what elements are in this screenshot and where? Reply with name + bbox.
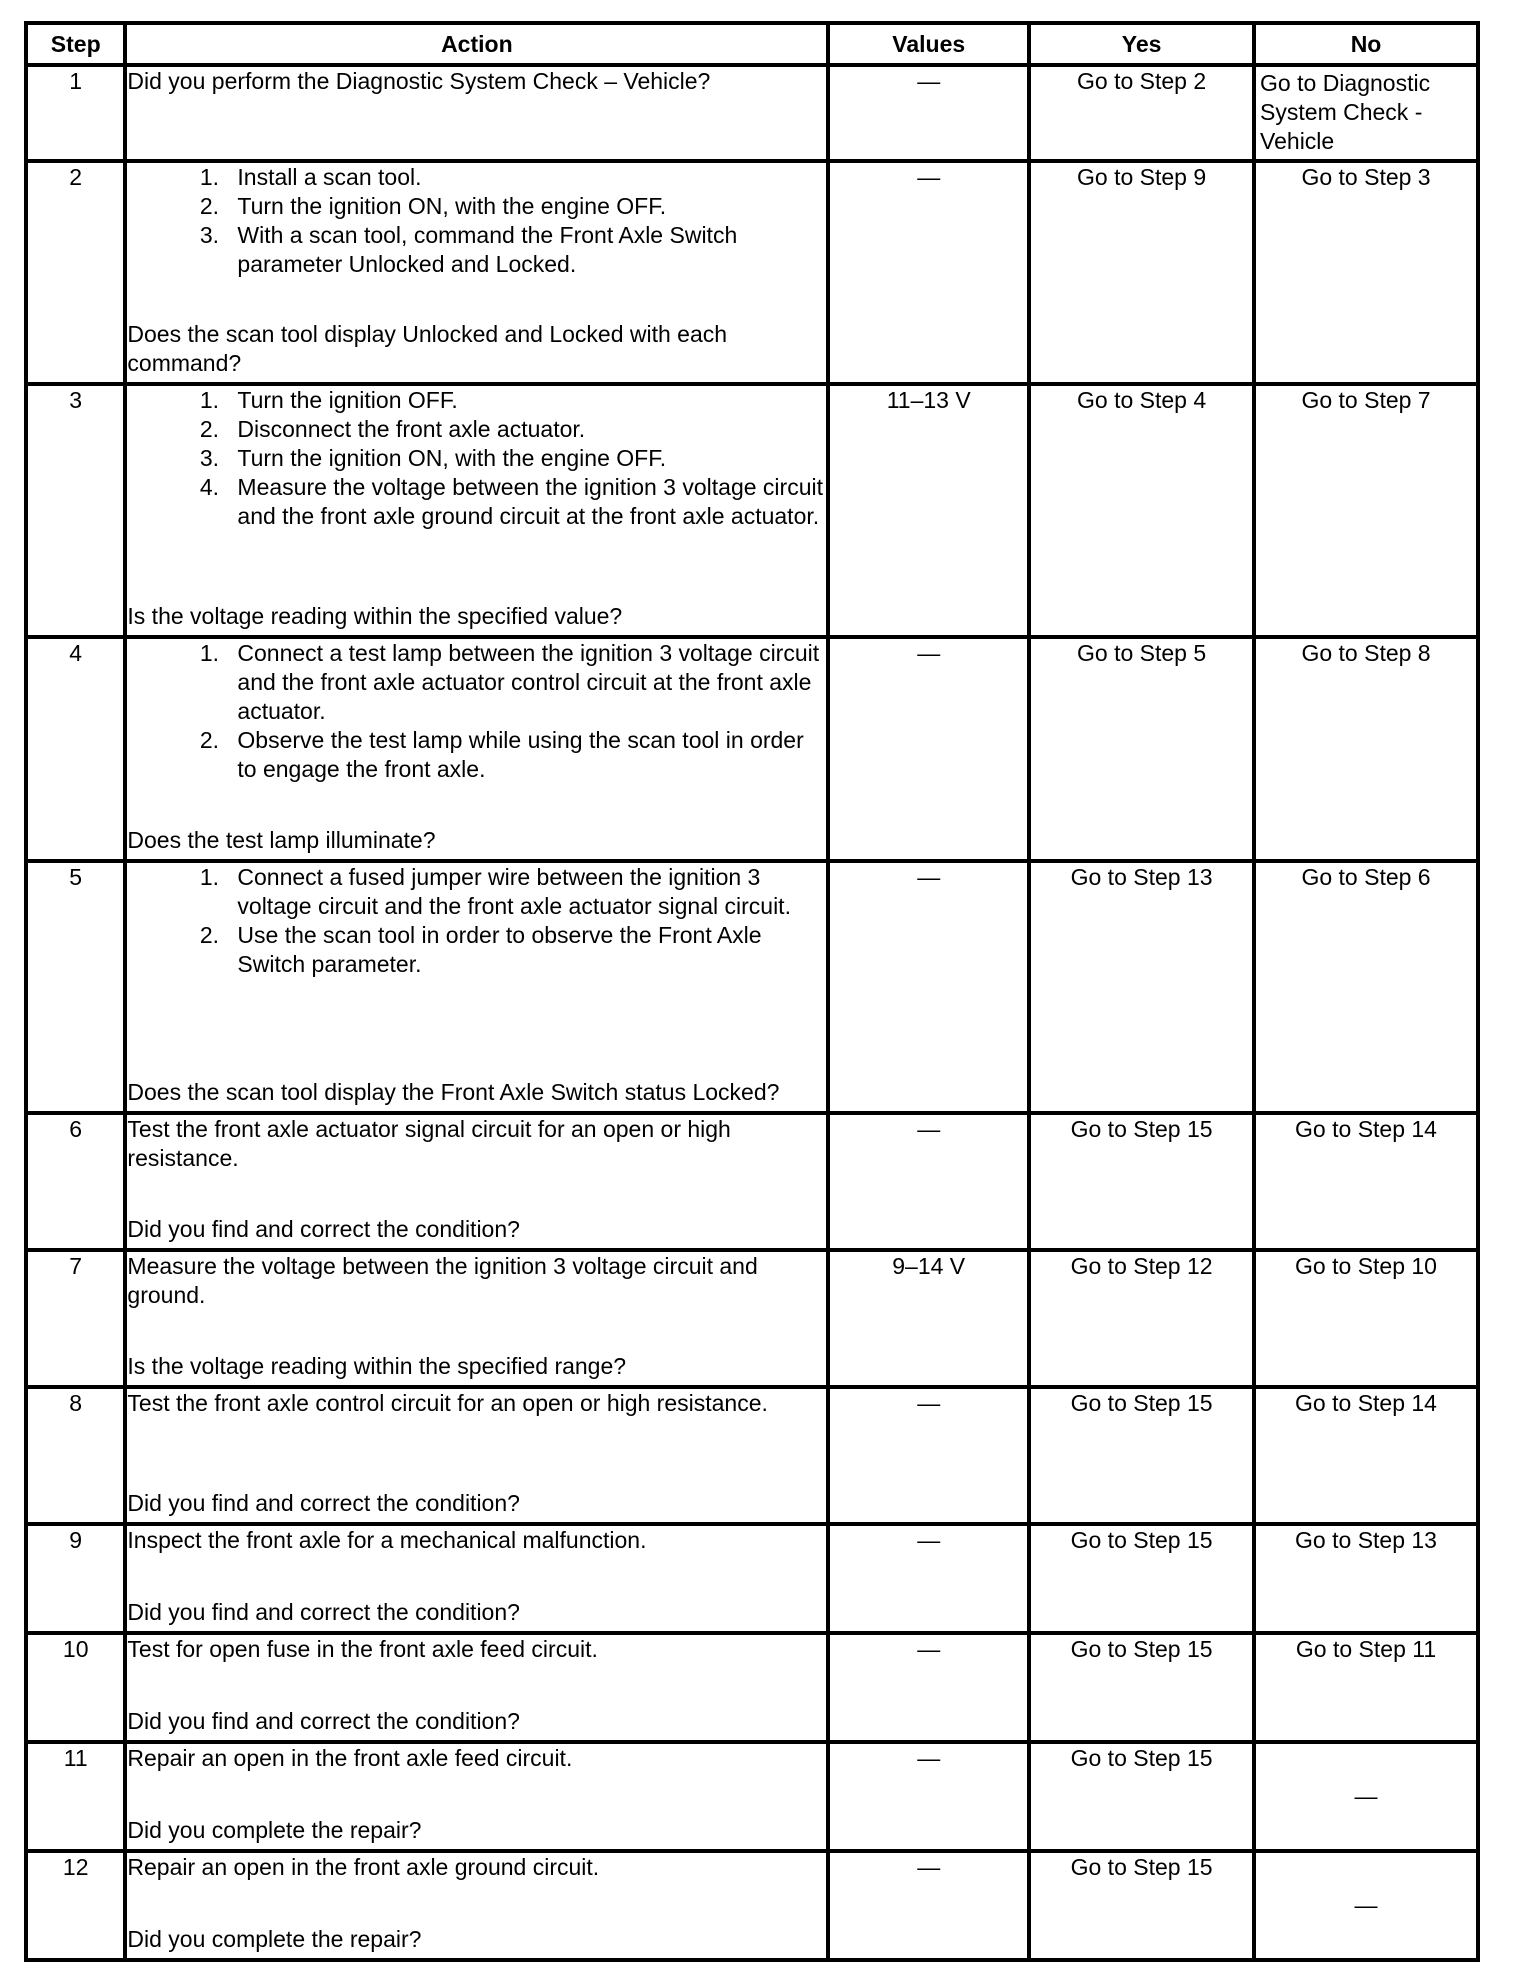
table-row (26, 65, 1478, 161)
action-question: Did you complete the repair? (127, 1926, 422, 1952)
step-number: 7 (26, 1250, 125, 1387)
step-number: 6 (26, 1113, 125, 1250)
yes-cell: Go to Step 5 (1029, 637, 1254, 861)
action-step-item: 3. With a scan tool, command the Front Axle Switch parameter Unlocked and Locked. (225, 221, 826, 279)
action-cell (125, 637, 828, 861)
action-question: Did you find and correct the condition? (127, 1708, 520, 1734)
yes-cell: Go to Step 13 (1029, 861, 1254, 1113)
yes-cell: Go to Step 4 (1029, 384, 1254, 637)
no-cell: — (1254, 1851, 1478, 1960)
action-question: Did you complete the repair? (127, 1817, 422, 1843)
table-row (26, 1524, 1478, 1633)
yes-cell: Go to Step 12 (1029, 1250, 1254, 1387)
action-question: Did you find and correct the condition? (127, 1490, 520, 1516)
values-cell: — (828, 161, 1029, 384)
action-step-item: 2. Observe the test lamp while using the scan tool in order to engage the front axle. (225, 726, 826, 784)
table-row (26, 861, 1478, 1113)
action-instruction: Did you perform the Diagnostic System Check – Vehicle? (127, 68, 711, 94)
yes-cell: Go to Step 15 (1029, 1851, 1254, 1960)
action-cell (125, 1742, 828, 1851)
action-step-item: 2. Use the scan tool in order to observe the Front Axle Switch parameter. (225, 921, 826, 979)
header-values: Values (828, 23, 1029, 65)
values-cell: 11–13 V (828, 384, 1029, 637)
header-row (26, 23, 1478, 65)
table-row (26, 1742, 1478, 1851)
action-cell (125, 1524, 828, 1633)
table-row (26, 1250, 1478, 1387)
action-step-item: 4. Measure the voltage between the ignition 3 voltage circuit and the front axle ground circuit at the front axle actuator. (225, 473, 826, 531)
header-action: Action (125, 23, 828, 65)
no-cell: Go to Diagnostic System Check - Vehicle (1254, 65, 1478, 161)
values-cell: — (828, 1524, 1029, 1633)
action-instruction: Test the front axle actuator signal circuit for an open or high resistance. (127, 1116, 731, 1171)
yes-cell: Go to Step 15 (1029, 1742, 1254, 1851)
step-number: 3 (26, 384, 125, 637)
action-cell (125, 1113, 828, 1250)
no-cell: Go to Step 11 (1254, 1633, 1478, 1742)
action-instruction: Test for open fuse in the front axle feed circuit. (127, 1636, 598, 1662)
action-instruction: Repair an open in the front axle feed circuit. (127, 1745, 573, 1771)
values-cell: — (828, 861, 1029, 1113)
no-cell: Go to Step 10 (1254, 1250, 1478, 1387)
no-cell: Go to Step 7 (1254, 384, 1478, 637)
action-cell (125, 1250, 828, 1387)
action-question: Did you find and correct the condition? (127, 1216, 520, 1242)
step-number: 4 (26, 637, 125, 861)
step-number: 12 (26, 1851, 125, 1960)
action-step-item: 1. Connect a test lamp between the ignition 3 voltage circuit and the front axle actuator control circuit at the front axle actuator. (225, 639, 826, 726)
no-cell: Go to Step 14 (1254, 1387, 1478, 1524)
values-cell: — (828, 65, 1029, 161)
action-steps-list (127, 386, 826, 531)
table-row (26, 637, 1478, 861)
action-step-item: 3. Turn the ignition ON, with the engine OFF. (225, 444, 826, 473)
yes-cell: Go to Step 15 (1029, 1113, 1254, 1250)
values-cell: — (828, 1113, 1029, 1250)
no-cell: Go to Step 6 (1254, 861, 1478, 1113)
yes-cell: Go to Step 2 (1029, 65, 1254, 161)
yes-cell: Go to Step 15 (1029, 1524, 1254, 1633)
yes-cell: Go to Step 9 (1029, 161, 1254, 384)
action-instruction: Repair an open in the front axle ground circuit. (127, 1854, 600, 1880)
values-cell: — (828, 1851, 1029, 1960)
step-number: 10 (26, 1633, 125, 1742)
table-row (26, 161, 1478, 384)
action-cell (125, 384, 828, 637)
values-cell: — (828, 637, 1029, 861)
action-instruction: Test the front axle control circuit for an open or high resistance. (127, 1390, 768, 1416)
no-cell: Go to Step 14 (1254, 1113, 1478, 1250)
step-number: 11 (26, 1742, 125, 1851)
step-number: 5 (26, 861, 125, 1113)
table-row (26, 1851, 1478, 1960)
diagnostic-table (24, 21, 1480, 1962)
values-cell: — (828, 1387, 1029, 1524)
step-number: 2 (26, 161, 125, 384)
values-cell: — (828, 1633, 1029, 1742)
action-step-item: 2. Disconnect the front axle actuator. (225, 415, 826, 444)
yes-cell: Go to Step 15 (1029, 1633, 1254, 1742)
no-cell: Go to Step 13 (1254, 1524, 1478, 1633)
action-cell (125, 1633, 828, 1742)
table-row (26, 1113, 1478, 1250)
action-question: Does the test lamp illuminate? (127, 827, 436, 853)
header-no: No (1254, 23, 1478, 65)
table-body (26, 65, 1478, 1960)
action-steps-list (127, 639, 826, 784)
action-steps-list (127, 863, 826, 979)
action-question: Does the scan tool display Unlocked and Locked with each command? (127, 321, 728, 376)
action-steps-list (127, 163, 826, 279)
action-step-item: 1. Turn the ignition OFF. (225, 386, 826, 415)
action-question: Did you find and correct the condition? (127, 1599, 520, 1625)
table-row (26, 1387, 1478, 1524)
no-cell: Go to Step 3 (1254, 161, 1478, 384)
action-question: Does the scan tool display the Front Axle Switch status Locked? (127, 1079, 780, 1105)
step-number: 8 (26, 1387, 125, 1524)
action-instruction: Inspect the front axle for a mechanical malfunction. (127, 1527, 647, 1553)
action-cell (125, 1851, 828, 1960)
action-step-item: 2. Turn the ignition ON, with the engine OFF. (225, 192, 826, 221)
yes-cell: Go to Step 15 (1029, 1387, 1254, 1524)
table-row (26, 384, 1478, 637)
action-cell (125, 161, 828, 384)
action-cell (125, 65, 828, 161)
action-step-item: 1. Connect a fused jumper wire between the ignition 3 voltage circuit and the front axle actuator signal circuit. (225, 863, 826, 921)
table-row (26, 1633, 1478, 1742)
action-instruction: Measure the voltage between the ignition 3 voltage circuit and ground. (127, 1253, 758, 1308)
header-yes: Yes (1029, 23, 1254, 65)
action-question: Is the voltage reading within the specified value? (127, 603, 623, 629)
values-cell: 9–14 V (828, 1250, 1029, 1387)
no-cell: — (1254, 1742, 1478, 1851)
action-cell (125, 861, 828, 1113)
step-number: 9 (26, 1524, 125, 1633)
action-question: Is the voltage reading within the specified range? (127, 1353, 627, 1379)
values-cell: — (828, 1742, 1029, 1851)
header-step: Step (26, 23, 125, 65)
action-step-item: 1. Install a scan tool. (225, 163, 826, 192)
action-cell (125, 1387, 828, 1524)
step-number: 1 (26, 65, 125, 161)
no-cell: Go to Step 8 (1254, 637, 1478, 861)
